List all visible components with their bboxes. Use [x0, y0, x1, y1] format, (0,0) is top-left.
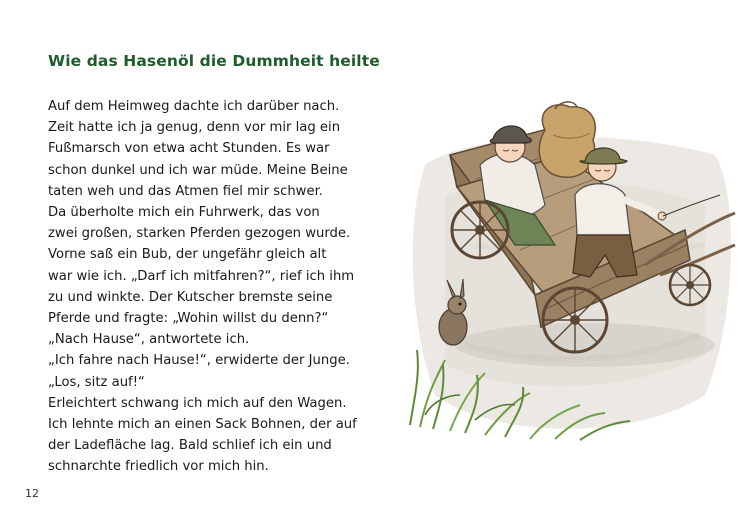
text-line: taten weh und das Atmen fiel mir schwer. [48, 183, 323, 199]
text-line: zu und winkte. Der Kutscher bremste seine [48, 289, 333, 305]
text-line: Fußmarsch von etwa acht Stunden. Es war [48, 141, 330, 157]
text-line: Zeit hatte ich ja genug, denn vor mir lag ein [48, 120, 341, 136]
text-line: Ich lehnte mich an einen Sack Bohnen, der auf [48, 417, 357, 433]
front-left-wheel [543, 288, 607, 352]
text-line: Auf dem Heimweg dachte ich darüber nach. [48, 99, 340, 114]
bean-sack [539, 102, 595, 177]
text-line: Pferde und fragte: „Wohin willst du denn?“ [48, 311, 329, 327]
text-line: zwei großen, starken Pferden gezogen wurde. [48, 226, 351, 242]
text-line: „Ich fahre nach Hause!“, erwiderte der Junge. [48, 353, 350, 369]
text-line: schon dunkel und ich war müde. Meine Beine [48, 162, 348, 178]
text-line: schnarchte friedlich vor mich hin. [48, 459, 269, 475]
rear-wheel [452, 202, 508, 258]
text-line: „Nach Hause“, antwortete ich. [48, 332, 250, 348]
text-line: Erleichtert schwang ich mich auf den Wagen. [48, 395, 347, 411]
front-right-wheel [670, 265, 710, 305]
story-text [48, 96, 357, 478]
page-number: 12 [25, 487, 39, 500]
text-line: der Ladefläche lag. Bald schlief ich ein und [48, 438, 332, 454]
text-line: war wie ich. „Darf ich mitfahren?“, rief ich ihm [48, 268, 355, 284]
text-line: „Los, sitz auf!“ [48, 374, 145, 390]
chapter-title: Wie das Hasenöl die Dummheit heilte [48, 52, 380, 70]
text-line: Da überholte mich ein Fuhrwerk, das von [48, 205, 320, 221]
text-line: Vorne saß ein Bub, der ungefähr gleich alt [48, 247, 327, 263]
cart-illustration [405, 95, 740, 445]
